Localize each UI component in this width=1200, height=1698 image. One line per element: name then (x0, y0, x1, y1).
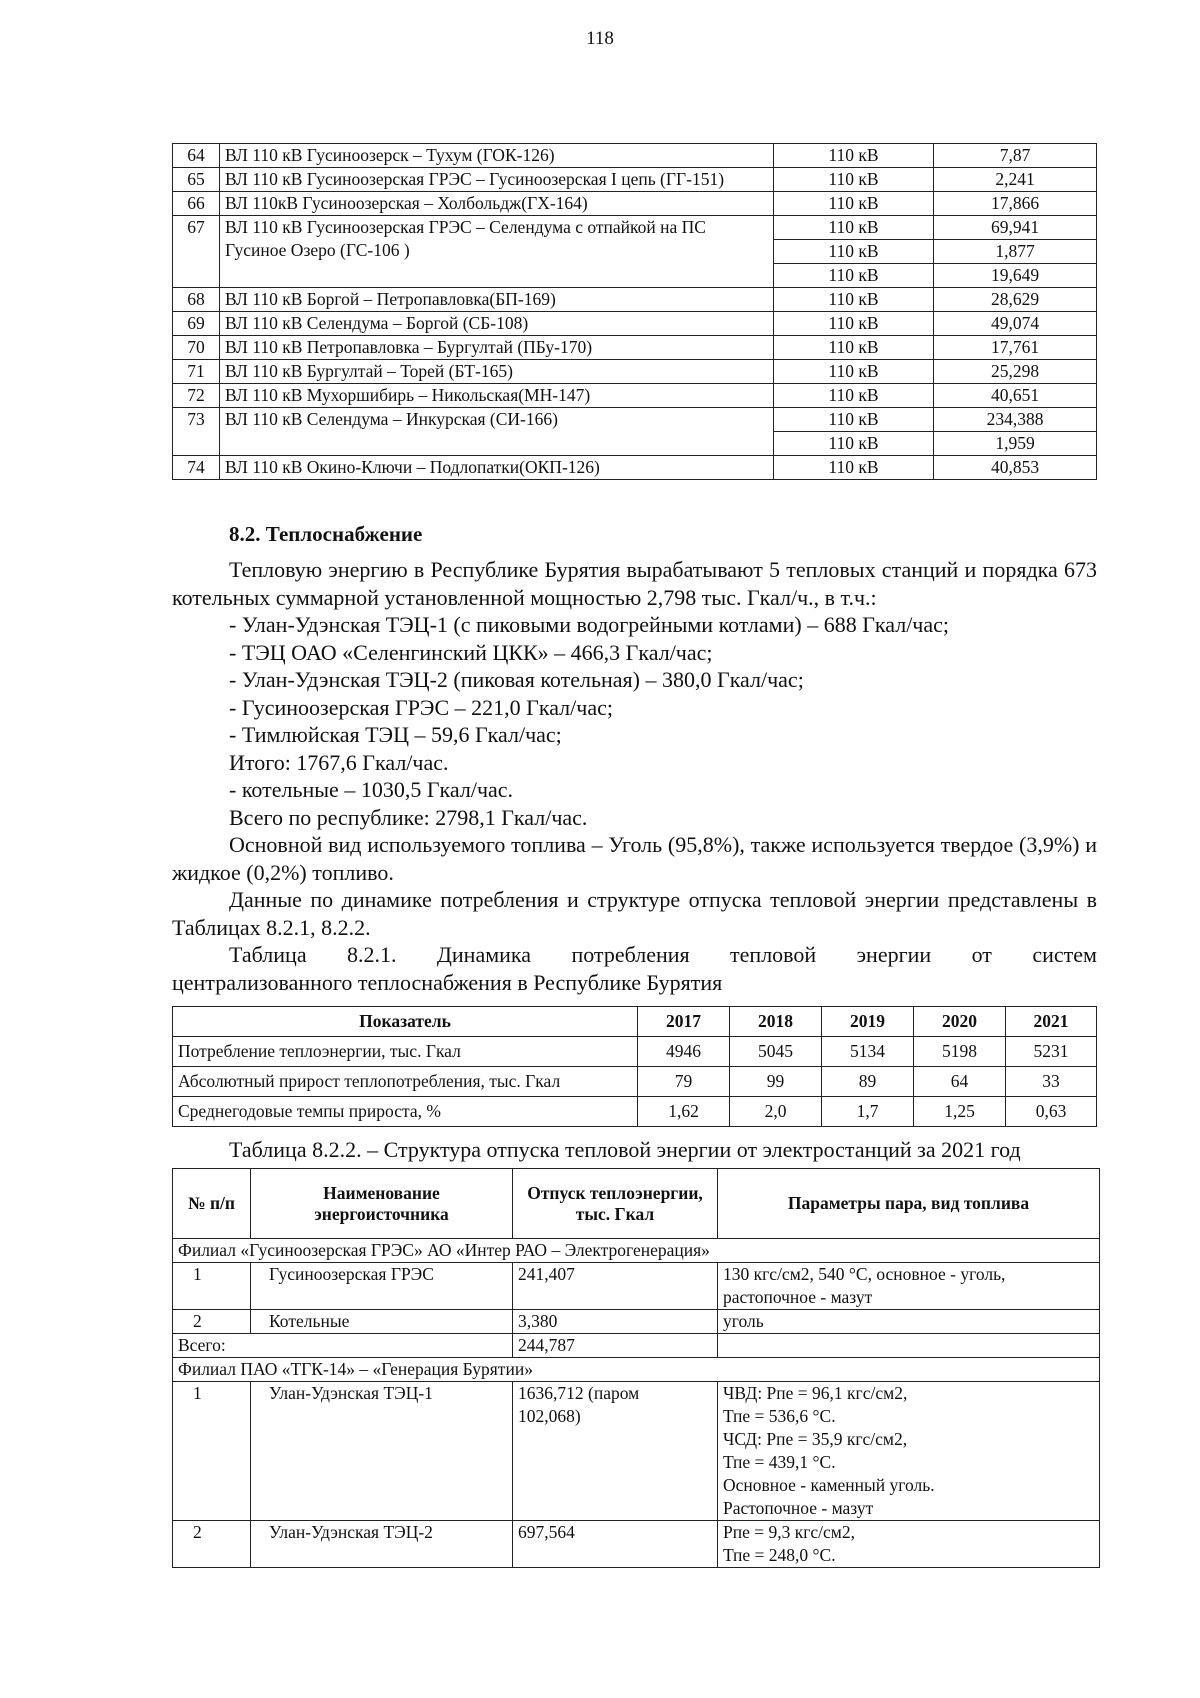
capacity-list (172, 611, 1097, 831)
voltage: 110 кВ (774, 336, 934, 360)
voltage: 110 кВ (774, 360, 934, 384)
page-number: 118 (586, 28, 614, 49)
cell-value: 33 (1006, 1067, 1097, 1097)
row-label: Потребление теплоэнергии, тыс. Гкал (173, 1037, 638, 1067)
row-number: 71 (173, 360, 220, 384)
supply-value: 697,564 (513, 1521, 718, 1568)
empty-cell (718, 1334, 1100, 1358)
row-number: 1 (173, 1382, 251, 1521)
param-line: ЧВД: Рпе = 96,1 кгс/см2, (723, 1383, 908, 1403)
supply-value: 241,407 (513, 1263, 718, 1310)
table-row (173, 192, 1097, 216)
section-body (172, 556, 1097, 996)
cell-value: 1,62 (638, 1097, 730, 1127)
table-row (173, 312, 1097, 336)
row-number: 2 (173, 1521, 251, 1568)
list-item: - котельные – 1030,5 Гкал/час. (229, 777, 514, 802)
row-number: 1 (173, 1263, 251, 1310)
cell-value: 5045 (730, 1037, 822, 1067)
table-821-caption-line1 (172, 941, 1097, 969)
table-row (173, 456, 1097, 480)
voltage: 110 кВ (774, 216, 934, 240)
row-label: Среднегодовые темпы прироста, % (173, 1097, 638, 1127)
column-header: 2017 (638, 1007, 730, 1037)
param-line: Рпе = 9,3 кгс/см2, (723, 1522, 856, 1542)
row-number: 73 (173, 408, 220, 456)
table-row (173, 360, 1097, 384)
length: 1,877 (934, 240, 1097, 264)
param-line: Тпе = 439,1 °С. (723, 1452, 836, 1472)
total-row (173, 1334, 1100, 1358)
table-row (173, 336, 1097, 360)
list-item: - ТЭЦ ОАО «Селенгинский ЦКК» – 466,3 Гкал/час; (229, 639, 713, 665)
section-heading: 8.2. Теплоснабжение (229, 522, 423, 546)
row-number: 64 (173, 144, 220, 168)
param-line: Тпе = 536,6 °С. (723, 1406, 836, 1426)
list-item: - Гусиноозерская ГРЭС – 221,0 Гкал/час; (229, 694, 613, 720)
row-number: 67 (173, 216, 220, 288)
length: 17,866 (934, 192, 1097, 216)
length: 17,761 (934, 336, 1097, 360)
length: 69,941 (934, 216, 1097, 240)
list-item: - Улан-Удэнская ТЭЦ-1 (с пиковыми водогрейными котлами) – 688 Гкал/час; (229, 612, 950, 637)
source-name: Гусиноозерская ГРЭС (251, 1263, 513, 1310)
cell-value: 99 (730, 1067, 822, 1097)
source-name: Улан-Удэнская ТЭЦ-2 (251, 1521, 513, 1568)
supply-value: 3,380 (513, 1310, 718, 1334)
column-header: 2020 (914, 1007, 1006, 1037)
table-row (173, 1263, 1100, 1310)
group-row (173, 1239, 1100, 1263)
cell-value: 1,25 (914, 1097, 1006, 1127)
line-name: ВЛ 110 кВ Селендума – Инкурская (СИ-166) (220, 408, 774, 456)
param-line: 130 кгс/см2, 540 °С, основное - уголь, (723, 1264, 1006, 1284)
param-line: Растопочное - мазут (723, 1498, 874, 1518)
param-line: Тпе = 248,0 °С. (723, 1545, 836, 1565)
column-header: 2018 (730, 1007, 822, 1037)
supply-value (513, 1382, 718, 1521)
length: 25,298 (934, 360, 1097, 384)
voltage: 110 кВ (774, 288, 934, 312)
table-row (173, 1382, 1100, 1521)
length: 28,629 (934, 288, 1097, 312)
line-name: ВЛ 110 кВ Гусиноозерская ГРЭС – Гусиноозерская I цепь (ГГ-151) (220, 168, 774, 192)
row-label: Абсолютный прирост теплопотребления, тыс. Гкал (173, 1067, 638, 1097)
voltage: 110 кВ (774, 240, 934, 264)
heat-supply-structure-table (172, 1168, 1100, 1568)
voltage: 110 кВ (774, 408, 934, 432)
table-row (173, 384, 1097, 408)
cell-value: 1,7 (822, 1097, 914, 1127)
cell-value: 2,0 (730, 1097, 822, 1127)
voltage: 110 кВ (774, 384, 934, 408)
length: 2,241 (934, 168, 1097, 192)
table-header-row (173, 1007, 1097, 1037)
row-number: 70 (173, 336, 220, 360)
length: 40,853 (934, 456, 1097, 480)
line-name: ВЛ 110кВ Гусиноозерская – Холбольдж(ГХ-164) (220, 192, 774, 216)
total-value: 244,787 (513, 1334, 718, 1358)
line-name: ВЛ 110 кВ Окино-Ключи – Подлопатки(ОКП-126) (220, 456, 774, 480)
table-row (173, 144, 1097, 168)
data-reference-paragraph: Данные по динамике потребления и структуре отпуска тепловой энергии представлены в Таблицах 8.2.1, 8.2.2. (172, 887, 1097, 940)
steam-params (718, 1382, 1100, 1521)
voltage: 110 кВ (774, 456, 934, 480)
cell-value: 89 (822, 1067, 914, 1097)
line-name: ВЛ 110 кВ Бургултай – Торей (БТ-165) (220, 360, 774, 384)
voltage: 110 кВ (774, 168, 934, 192)
value-line: 1636,712 (паром (518, 1383, 640, 1403)
line-name: ВЛ 110 кВ Селендума – Боргой (СБ-108) (220, 312, 774, 336)
column-header: Показатель (173, 1007, 638, 1037)
caption-word: потребления (571, 942, 690, 967)
caption-word: Таблица (229, 942, 307, 967)
fuel-paragraph: Основной вид используемого топлива – Уголь (95,8%), также используется твердое (3,9%) и жидкое (0,2%) топливо. (172, 832, 1097, 885)
group-title: Филиал ПАО «ТГК-14» – «Генерация Бурятии» (173, 1358, 1100, 1382)
line-name: ВЛ 110 кВ Боргой – Петропавловка(БП-169) (220, 288, 774, 312)
table-row (173, 408, 1097, 432)
cell-value: 0,63 (1006, 1097, 1097, 1127)
column-header: 2021 (1006, 1007, 1097, 1037)
total-label: Всего: (173, 1334, 513, 1358)
column-header: Отпуск теплоэнергии, тыс. Гкал (513, 1169, 718, 1239)
column-header: № п/п (173, 1169, 251, 1239)
line-name: ВЛ 110 кВ Петропавловка – Бургултай (ПБу-170) (220, 336, 774, 360)
column-header: 2019 (822, 1007, 914, 1037)
row-number: 2 (173, 1310, 251, 1334)
caption-word: энергии (856, 942, 932, 967)
line-name: ВЛ 110 кВ Гусиноозерская ГРЭС – Селендума с отпайкой на ПС Гусиное Озеро (ГС-106 ) (220, 216, 774, 288)
caption-word: от (971, 942, 992, 967)
table-822-caption: Таблица 8.2.2. – Структура отпуска тепловой энергии от электростанций за 2021 год (229, 1137, 1021, 1162)
table-row (173, 1067, 1097, 1097)
caption-word: тепловой (730, 942, 817, 967)
cell-value: 5134 (822, 1037, 914, 1067)
caption-word: 8.2.1. (347, 942, 397, 967)
consumption-dynamics-table (172, 1006, 1097, 1127)
length: 1,959 (934, 432, 1097, 456)
steam-params (718, 1263, 1100, 1310)
row-number: 69 (173, 312, 220, 336)
voltage: 110 кВ (774, 192, 934, 216)
table-header-row (173, 1169, 1100, 1239)
row-number: 65 (173, 168, 220, 192)
caption-word: систем (1032, 942, 1097, 967)
steam-params: уголь (718, 1310, 1100, 1334)
row-number: 68 (173, 288, 220, 312)
length: 7,87 (934, 144, 1097, 168)
column-header: Наименование энергоисточника (251, 1169, 513, 1239)
source-name: Котельные (251, 1310, 513, 1334)
list-item: - Улан-Удэнская ТЭЦ-2 (пиковая котельная) – 380,0 Гкал/час; (229, 667, 804, 692)
voltage: 110 кВ (774, 432, 934, 456)
length: 234,388 (934, 408, 1097, 432)
group-row (173, 1358, 1100, 1382)
voltage: 110 кВ (774, 312, 934, 336)
voltage: 110 кВ (774, 144, 934, 168)
table-row (173, 1521, 1100, 1568)
length: 49,074 (934, 312, 1097, 336)
cell-value: 4946 (638, 1037, 730, 1067)
param-line: растопочное - мазут (723, 1287, 873, 1307)
table-row (173, 1097, 1097, 1127)
table-821-caption-line2: централизованного теплоснабжения в Республике Бурятия (172, 969, 723, 995)
cell-value: 5231 (1006, 1037, 1097, 1067)
table-row (173, 216, 1097, 240)
row-number: 66 (173, 192, 220, 216)
voltage: 110 кВ (774, 264, 934, 288)
cell-value: 79 (638, 1067, 730, 1097)
table-row (173, 288, 1097, 312)
value-line: 102,068) (518, 1406, 581, 1426)
intro-paragraph: Тепловую энергию в Республике Бурятия вырабатывают 5 тепловых станций и порядка 673 котельных суммарной установленной мощностью 2,798 тыс. Гкал/ч., в т.ч.: (172, 557, 1097, 610)
source-name: Улан-Удэнская ТЭЦ-1 (251, 1382, 513, 1521)
list-item: Итого: 1767,6 Гкал/час. (229, 749, 449, 775)
cell-value: 64 (914, 1067, 1006, 1097)
line-name: ВЛ 110 кВ Мухоршибирь – Никольская(МН-147) (220, 384, 774, 408)
steam-params (718, 1521, 1100, 1568)
group-title: Филиал «Гусиноозерская ГРЭС» АО «Интер РАО – Электрогенерация» (173, 1239, 1100, 1263)
table-row (173, 1310, 1100, 1334)
table-row (173, 1037, 1097, 1067)
row-number: 74 (173, 456, 220, 480)
length: 40,651 (934, 384, 1097, 408)
column-header: Параметры пара, вид топлива (718, 1169, 1100, 1239)
line-name: ВЛ 110 кВ Гусиноозерск – Тухум (ГОК-126) (220, 144, 774, 168)
param-line: Основное - каменный уголь. (723, 1475, 935, 1495)
cell-value: 5198 (914, 1037, 1006, 1067)
list-item: Всего по республике: 2798,1 Гкал/час. (229, 804, 588, 830)
power-lines-table (172, 143, 1097, 480)
row-number: 72 (173, 384, 220, 408)
param-line: ЧСД: Рпе = 35,9 кгс/см2, (723, 1429, 908, 1449)
caption-word: Динамика (436, 942, 532, 967)
table-row (173, 168, 1097, 192)
list-item: - Тимлюйская ТЭЦ – 59,6 Гкал/час; (229, 722, 562, 747)
length: 19,649 (934, 264, 1097, 288)
